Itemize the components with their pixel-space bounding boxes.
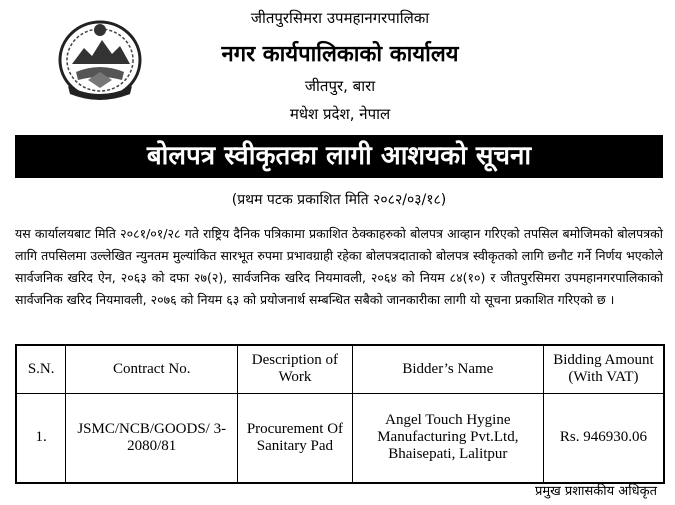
bid-award-table [15, 344, 665, 484]
signatory-title: प्रमुख प्रशासकीय अधिकृत [534, 484, 657, 499]
municipality-name: जीतपुरसिमरा उपमहानगरपालिका [250, 9, 430, 27]
cell-bidder-name: Angel Touch Hygine Manufacturing Pvt.Ltd, Bhaisepati, Lalitpur [352, 393, 543, 483]
header-description: Description of Work [238, 345, 353, 393]
office-address: जीतपुर, बारा [304, 77, 376, 95]
header-contract-no: Contract No. [66, 345, 238, 393]
office-name: नगर कार्यपालिकाको कार्यालय [221, 42, 459, 67]
cell-contract-no: JSMC/NCB/GOODS/ 3-2080/81 [66, 393, 238, 483]
notice-title-banner: बोलपत्र स्वीकृतका लागी आशयको सूचना [15, 135, 663, 178]
cell-bidding-amount: Rs. 946930.06 [543, 393, 664, 483]
publication-date: (प्रथम पटक प्रकाशित मिति २०८२/०३/१८) [231, 192, 447, 208]
table-header-row [16, 345, 664, 393]
header-bidder-name: Bidder’s Name [352, 345, 543, 393]
cell-sn: 1. [16, 393, 66, 483]
cell-description: Procurement Of Sanitary Pad [238, 393, 353, 483]
province-country: मधेश प्रदेश, नेपाल [289, 105, 391, 123]
table-row [16, 393, 664, 483]
nepal-emblem-icon [54, 14, 146, 104]
notice-body: यस कार्यालयबाट मिति २०८१/०१/२८ गते राष्ट्रिय दैनिक पत्रिकामा प्रकाशित ठेक्काहरुको बोलपत्र आव्हान गरिएको तपसिल बमोजिमको बोलपत्रको लागि तपसिलमा उल्लेखित न्युनतम मुल्यांकित सारभूत रुपमा प्रभावग्राही रहेका बोलपत्रदाताको बोलपत्र स्वीकृतको लागि छनौट गर्ने निर्णय भएकोले सार्वजनिक खरिद ऐन, २०६३ को दफा २७(२), सार्वजनिक खरिद नियमावली, २०६४ को नियम ८४(१०) र जीतपुरसिमरा उपमहानगरपालिकाको सार्वजनिक खरिद नियमावली, २०७६ को नियम ६३ को प्रयोजनार्थ सम्बन्धित सबैको जानकारीका लागी यो सूचना प्रकाशित गरिएको छ । [15, 226, 663, 307]
header-bidding-amount: Bidding Amount (With VAT) [543, 345, 664, 393]
header-sn: S.N. [16, 345, 66, 393]
